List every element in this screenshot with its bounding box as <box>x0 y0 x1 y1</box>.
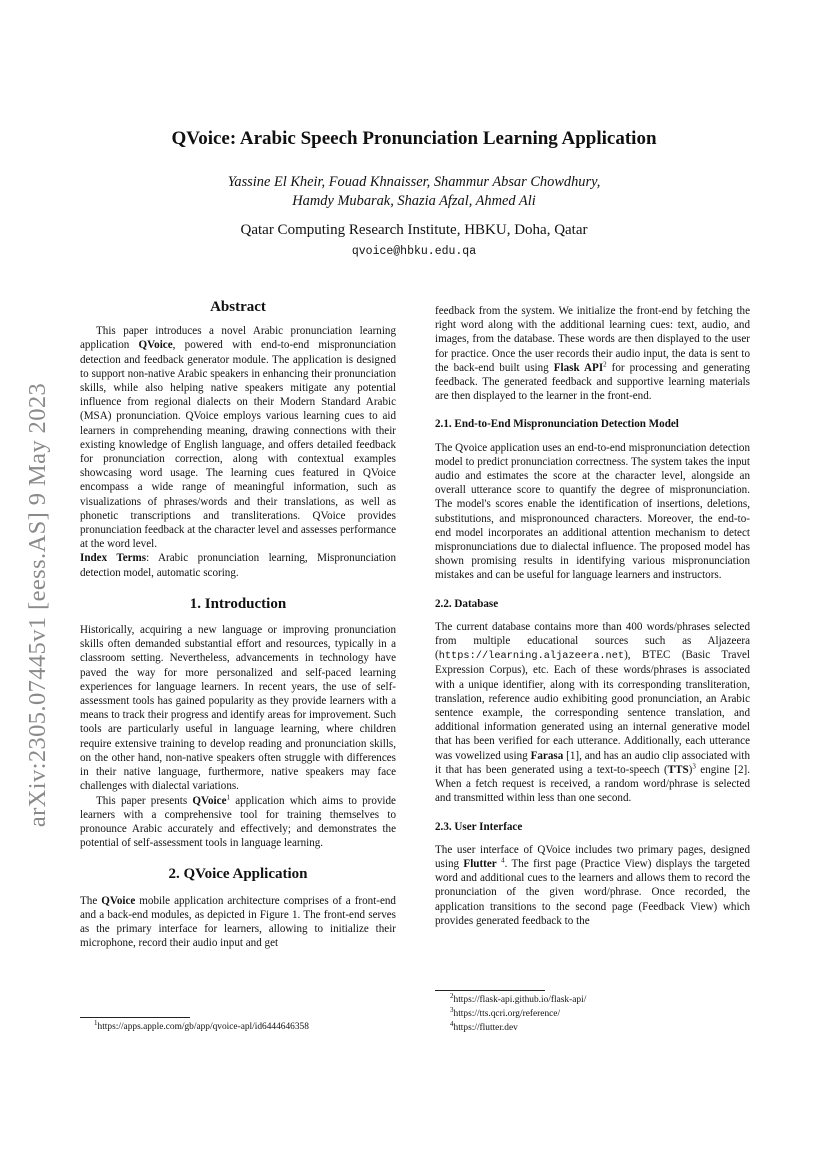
left-column <box>80 300 396 950</box>
abstract-heading: Abstract <box>210 299 266 315</box>
app-cont-b: for processing and generating feedback. The generated feedback and supportive learning materials are then displayed to the learner in the front-end. <box>435 361 750 403</box>
authors-line-2: Hamdy Mubarak, Shazia Afzal, Ahmed Ali <box>292 193 536 209</box>
index-terms <box>80 551 396 579</box>
footnote-1 <box>94 1018 309 1033</box>
footnote-mark-3: 3 <box>692 762 696 771</box>
app-p1-qvoice: QVoice <box>101 894 136 907</box>
footnote-4 <box>450 1019 518 1034</box>
flask-api: Flask API <box>553 361 604 374</box>
footnote-mark-2: 2 <box>603 360 607 369</box>
database-text-a: The current database contains more than 400 words/phrases selected from multiple educational sources such as Aljazeera ( <box>435 620 750 662</box>
authors-line-1: Yassine El Kheir, Fouad Khnaisser, Shammur Absar Chowdhury, <box>227 174 601 190</box>
app-heading: 2. QVoice Application <box>168 866 308 883</box>
intro-paragraph-2 <box>80 794 396 851</box>
footnote-1-text: https://apps.apple.com/gb/app/qvoice-apl/id6444646358 <box>97 1022 309 1032</box>
database-text-d: engine [2]. When a fetch request is received, a random word/phrase is selected and transmitted within less than one second. <box>435 763 751 805</box>
footnote-rule-right <box>435 990 545 991</box>
abstract-text-b: , powered with end-to-end mispronunciation detection and feedback generator module. The application is designed to support non-native Arabic speakers in enhancing their pronunciation skills, while also helping native speakers mitigate any potential influence from regional dialects on their Modern Standard Arabic (MSA) pronunciation. QVoice employs various learning cues to aid learners in comprehending meaning, drawing connections with their existing knowledge of English language, and offers detailed feedback for pronunciation correction, along with contextual examples showcasing word usage. The learning cues featured in QVoice encompass a wide range of meaningful information, such as visualizations of phrases/words and their translations, as well as phonetic transcriptions and transliterations. QVoice provides pronunciation feedback at the character level and assesses performance at the word level. <box>80 339 397 551</box>
footnote-3 <box>450 1005 561 1020</box>
affiliation: Qatar Computing Research Institute, HBKU, Doha, Qatar <box>240 222 588 238</box>
app-paragraph-continued <box>435 304 750 403</box>
section-2-2-heading: 2.2. Database <box>435 597 499 610</box>
database-text-b: ), BTEC (Basic Travel Expression Corpus), etc. Each of these words/phrases is associated with a unique identifier, along with its corresponding transliteration, translation, reference audio exhibiting good pronunciation, an Arabic sentence example, the corresponding sentence translation, and additional information generated using an internal generative model that has been verified for each utterance. Additionally, each utterance was vowelized using <box>435 649 750 762</box>
author-list <box>130 173 698 211</box>
footnote-3-num: 3 <box>450 1005 454 1014</box>
intro-p2-a: This paper presents <box>96 794 193 807</box>
footnote-mark-4: 4 <box>501 856 505 865</box>
arxiv-stamp <box>23 350 53 860</box>
app-p1-b: mobile application architecture comprises of a front-end and a back-end modules, as depicted in Figure 1. The front-end serves as the primary interface for learners, allowing to initialize their microphone, record their audio input and get <box>80 894 396 950</box>
farasa: Farasa <box>530 749 564 762</box>
section-2-3-text <box>435 843 750 928</box>
section-2-3-heading: 2.3. User Interface <box>435 820 523 833</box>
app-p1-a: The <box>80 894 102 907</box>
section-2-1-heading: 2.1. End-to-End Mispronunciation Detection Model <box>435 418 679 431</box>
footnote-rule-left <box>80 1017 190 1018</box>
abstract-text <box>80 324 396 551</box>
footnote-2-num: 2 <box>450 991 454 1000</box>
aljazeera-url: https://learning.aljazeera.net <box>438 650 625 663</box>
app-paragraph-1 <box>80 894 396 951</box>
contact-email: qvoice@hbku.edu.qa <box>351 245 477 258</box>
footnote-2-text: https://flask-api.github.io/flask-api/ <box>453 995 587 1005</box>
app-cont-a: feedback from the system. We initialize the front-end by fetching the right word along with the additional learning cues: text, audio, and images, from the database. These words are then displayed to the user for practice. Once the user records their audio input, the data is sent to the back-end built using <box>435 305 750 374</box>
section-2-1-text: The Qvoice application uses an end-to-end mispronunciation detection model to predict pronunciation correctness. The system takes the input audio and estimates the score at the character level, alongside an overall utterance score to quantify the degree of mispronunciation. The model's scores enable the identification of insertions, deletions, substitutions, and mispronounced characters. Moreover, the end-to-end model incorporates an additional attention mechanism to detect mispronunciations due to dialectal influence. The proposed model has shown promising results in identifying various mispronunciation mistakes and can be useful for language learners and instructors. <box>435 441 750 582</box>
database-text-c: [1], and has an audio clip associated with it that has been generated using a text-to-speech ( <box>435 749 750 776</box>
tts: TTS <box>667 763 689 776</box>
footnote-mark-1: 1 <box>226 792 230 801</box>
section-2-2-text: The current database contains more than 400 words/phrases selected from multiple educational sources such as Aljazeera (https://learning.aljazeera.net), BTEC (Basic Travel Expression Corpus), etc. Each of these words/phrases is associated with a unique identifier, along with its corresponding transliteration, translation, reference audio exhibiting good pronunciation, an Arabic sentence example, the corresponding sentence translation, and additional information generated using an internal generative model that has been verified for each utterance. Additionally, each utterance was vowelized using Farasa [1], and has an audio clip associated with it that has been generated using a text-to-speech (TTS)$^3$ engine [2]. When a fetch request is received, a random word/phrase is selected and transmitted within less than one second. <box>435 620 751 805</box>
footnote-1-num: 1 <box>94 1018 98 1027</box>
ui-text-b: . The first page (Practice View) displays the targeted word and additional cues to the learners and allows them to record the pronunciation of the given word/phrase. Once recorded, the application transitions to the second page (Feedback View) which provides generated feedback to the <box>435 857 750 927</box>
intro-heading: 1. Introduction <box>189 595 287 612</box>
footnote-4-text: https://flutter.dev <box>453 1023 518 1033</box>
index-terms-label: Index Terms <box>80 552 147 565</box>
right-column <box>435 304 750 928</box>
footnote-2 <box>450 991 587 1006</box>
arxiv-stamp-text: arXiv:2305.07445v1 [eess.AS] 9 May 2023 <box>24 382 51 828</box>
ui-text-a: The user interface of QVoice includes two primary pages, designed using <box>435 843 750 870</box>
intro-p2-qvoice: QVoice <box>192 794 227 807</box>
abstract-qvoice: QVoice <box>138 339 173 352</box>
footnote-3-text: https://tts.qcri.org/reference/ <box>453 1009 561 1019</box>
index-terms-text: : Arabic pronunciation learning, Mispronunciation detection model, automatic scoring. <box>80 552 396 579</box>
intro-p2-b: application which aims to provide learners with a comprehensive tool for training themselves to pronounce Arabic accurately and effectively; and demonstrates the potential of self-assessment tools in language learning. <box>80 794 396 850</box>
footnote-4-num: 4 <box>450 1019 454 1028</box>
abstract-text-a: This paper introduces a novel Arabic pronunciation learning application <box>80 325 396 352</box>
flutter: Flutter <box>463 857 497 870</box>
paper-title: QVoice: Arabic Speech Pronunciation Learning Application <box>171 128 657 149</box>
intro-paragraph-1: Historically, acquiring a new language or improving pronunciation skills often demanded substantial effort and resources, typically in a classroom setting. Nevertheless, advancements in technology have paved the way for more personalized and self-paced learning experiences for language learners. In recent years, the use of self-assessment tools has gained popularity as they provide learners with a means to track their progress and identify areas for improvement. Such tools are particularly useful in language learning, where children require extensive training to develop reading and pronunciation skills, on the other hand, non-native speakers often struggle with differences in their native language, furthermore, native speakers may face challenges with dialectal variations. <box>80 624 396 793</box>
